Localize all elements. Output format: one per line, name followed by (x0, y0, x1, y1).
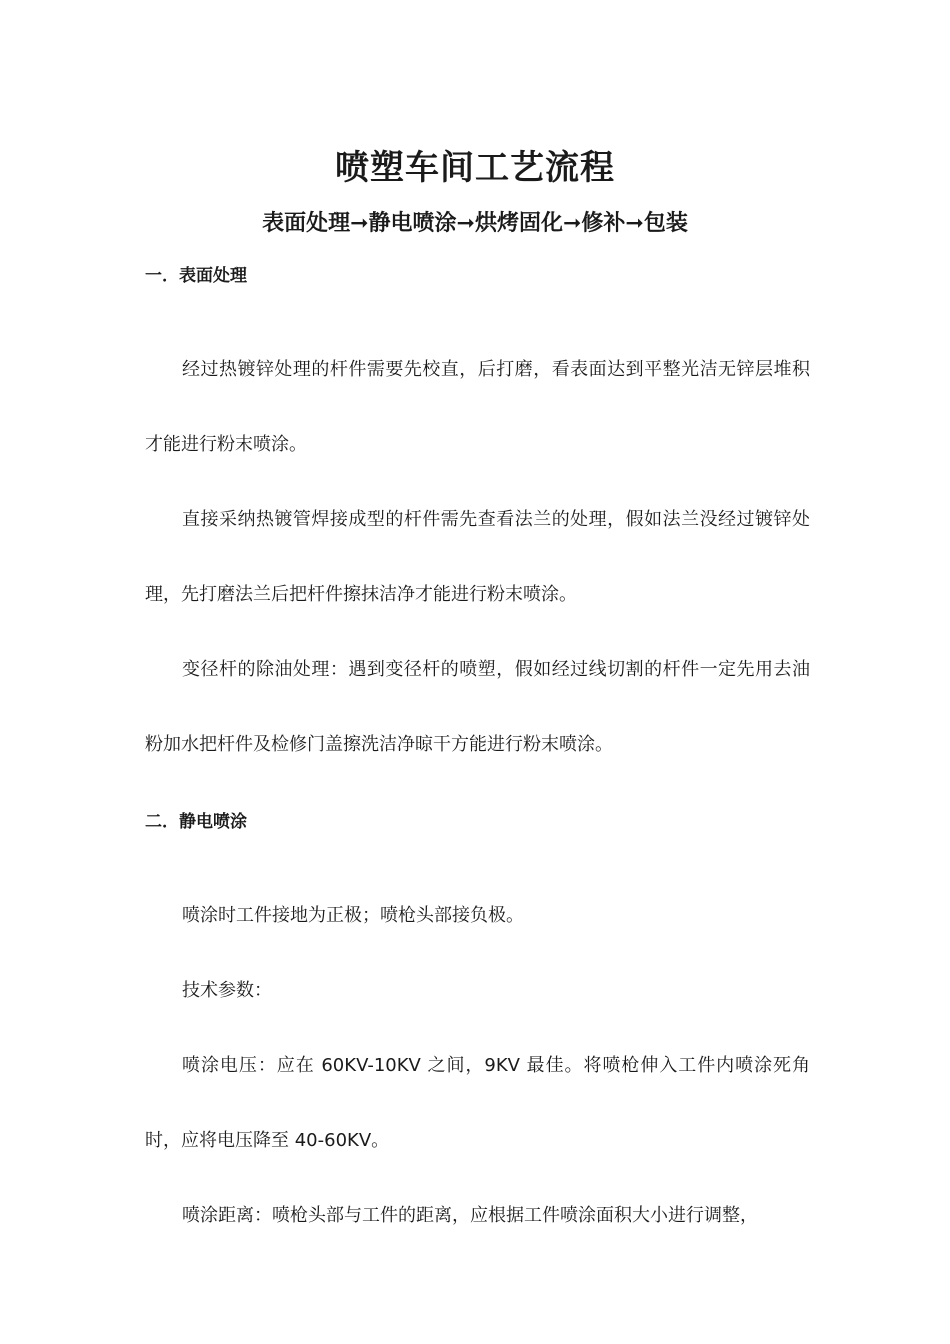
paragraph: 直接采纳热镀管焊接成型的杆件需先查看法兰的处理，假如法兰没经过镀锌处理，先打磨法兰后把杆件擦抹洁净才能进行粉末喷涂。 (145, 509, 810, 605)
document-body (145, 258, 810, 1253)
document-title: 喷塑车间工艺流程 (335, 148, 615, 188)
paragraph: 喷涂时工件接地为正极；喷枪头部接负极。 (182, 905, 524, 926)
section-heading: 二．静电喷涂 (145, 812, 247, 832)
section-surface-treatment (145, 258, 810, 782)
paragraph: 喷涂距离：喷枪头部与工件的距离，应根据工件喷涂面积大小进行调整， (182, 1205, 758, 1226)
paragraph: 喷涂电压：应在 60KV-10KV 之间，9KV 最佳。将喷枪伸入工件内喷涂死角时，应将电压降至 40-60KV。 (145, 1055, 810, 1151)
section-electrostatic-spraying (145, 804, 810, 1253)
paragraph: 经过热镀锌处理的杆件需要先校直，后打磨，看表面达到平整光洁无锌层堆积才能进行粉末喷涂。 (145, 359, 810, 455)
process-flow-subtitle: 表面处理➞静电喷涂➞烘烤固化➞修补➞包装 (262, 211, 688, 236)
paragraph: 变径杆的除油处理：遇到变径杆的喷塑，假如经过线切割的杆件一定先用去油粉加水把杆件及检修门盖擦洗洁净晾干方能进行粉末喷涂。 (145, 659, 810, 755)
paragraph: 技术参数： (182, 980, 272, 1001)
section-heading: 一．表面处理 (145, 266, 247, 286)
